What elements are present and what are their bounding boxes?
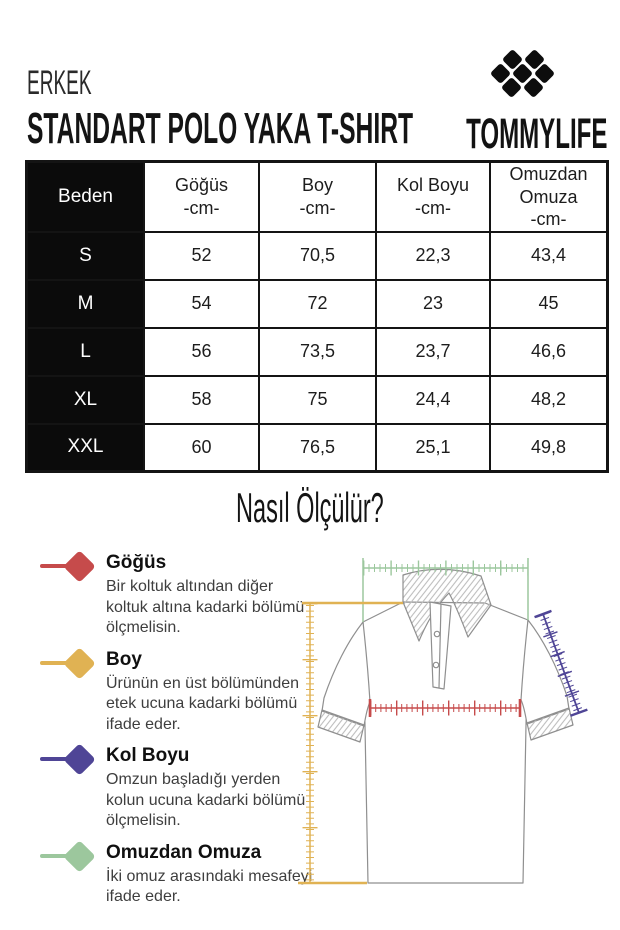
measure-cell: 76,5 — [259, 424, 376, 472]
page-title-text: STANDART POLO YAKA T-SHIRT — [27, 104, 414, 153]
measure-legend — [40, 552, 312, 925]
length-pin-icon — [40, 650, 96, 678]
table-row-s — [27, 232, 608, 280]
table-header-row — [27, 162, 608, 232]
table-row-xl — [27, 376, 608, 424]
size-label: XL — [27, 376, 145, 424]
column-header-kol-boyu — [376, 162, 490, 232]
how-to-measure-heading — [0, 484, 620, 532]
table-row-m — [27, 280, 608, 328]
button — [434, 631, 439, 636]
table-row-l — [27, 328, 608, 376]
corner-header-cell: Beden — [27, 162, 145, 232]
legend-description: Ürünün en üst bölümünden etek ucuna kadarki bölümü ifade eder. — [106, 674, 300, 733]
legend-item-kol-boyu — [40, 745, 312, 832]
brand-text: TOMMYLIFE — [466, 110, 608, 158]
measure-cell: 70,5 — [259, 232, 376, 280]
button — [433, 662, 438, 667]
measure-cell: 54 — [144, 280, 259, 328]
measure-cell: 45 — [490, 280, 608, 328]
measure-cell: 23 — [376, 280, 490, 328]
column-label: Boy — [301, 175, 334, 196]
measure-cell: 58 — [144, 376, 259, 424]
measure-cell: 25,1 — [376, 424, 490, 472]
chest-pin-icon — [40, 553, 96, 581]
legend-description: Omzun başladığı yerden kolun ucuna kadarki bölümü ölçmelisin. — [106, 771, 306, 829]
column-unit: -cm- — [299, 197, 336, 218]
measure-cell: 46,6 — [490, 328, 608, 376]
table-row-xxl — [27, 424, 608, 472]
column-header-gogus — [144, 162, 259, 232]
size-label: S — [27, 232, 145, 280]
column-label: Kol Boyu — [396, 175, 470, 196]
category-label — [27, 64, 142, 103]
legend-item-boy — [40, 649, 312, 736]
column-unit: -cm- — [415, 197, 451, 218]
legend-item-gogus — [40, 552, 312, 639]
measure-cell: 72 — [259, 280, 376, 328]
column-header-omuzdan-omuza — [490, 162, 608, 232]
measure-cell: 43,4 — [490, 232, 608, 280]
brand-name — [355, 110, 608, 159]
legend-title: Omuzdan Omuza — [106, 841, 262, 863]
sleeve-pin-icon — [40, 746, 96, 774]
legend-description: İki omuz arasındaki mesafeyi ifade eder. — [106, 867, 313, 905]
measurement-diagram — [298, 548, 620, 893]
measure-cell: 48,2 — [490, 376, 608, 424]
column-unit: -cm- — [530, 209, 567, 229]
size-label: M — [27, 280, 145, 328]
measure-cell: 60 — [144, 424, 259, 472]
legend-title: Göğüs — [106, 552, 167, 573]
legend-title: Boy — [106, 648, 142, 670]
measure-cell: 52 — [144, 232, 259, 280]
size-table — [25, 160, 609, 473]
left-sleeve — [322, 622, 370, 726]
column-label: Omuzdan Omuza — [509, 164, 588, 207]
column-header-boy — [259, 162, 376, 232]
category-text: ERKEK — [27, 64, 92, 102]
measure-cell: 49,8 — [490, 424, 608, 472]
measure-cell: 23,7 — [376, 328, 490, 376]
shoulder-pin-icon — [40, 843, 96, 871]
column-label: Göğüs — [174, 175, 229, 196]
how-to-measure-text: Nasıl Ölçülür? — [236, 484, 384, 531]
column-unit: -cm- — [183, 197, 220, 218]
size-label: XXL — [27, 424, 145, 472]
measure-cell: 56 — [144, 328, 259, 376]
size-label: L — [27, 328, 145, 376]
tommylife-logo-icon — [487, 48, 561, 104]
legend-title: Kol Boyu — [106, 745, 190, 766]
measure-cell: 24,4 — [376, 376, 490, 424]
legend-description: Bir koltuk altından diğer koltuk altına kadarki bölümü ölçmelisin. — [106, 578, 305, 636]
measure-cell: 22,3 — [376, 232, 490, 280]
measure-cell: 73,5 — [259, 328, 376, 376]
legend-item-omuzdan-omuza — [40, 842, 312, 915]
right-sleeve — [521, 620, 569, 724]
measure-cell: 75 — [259, 376, 376, 424]
